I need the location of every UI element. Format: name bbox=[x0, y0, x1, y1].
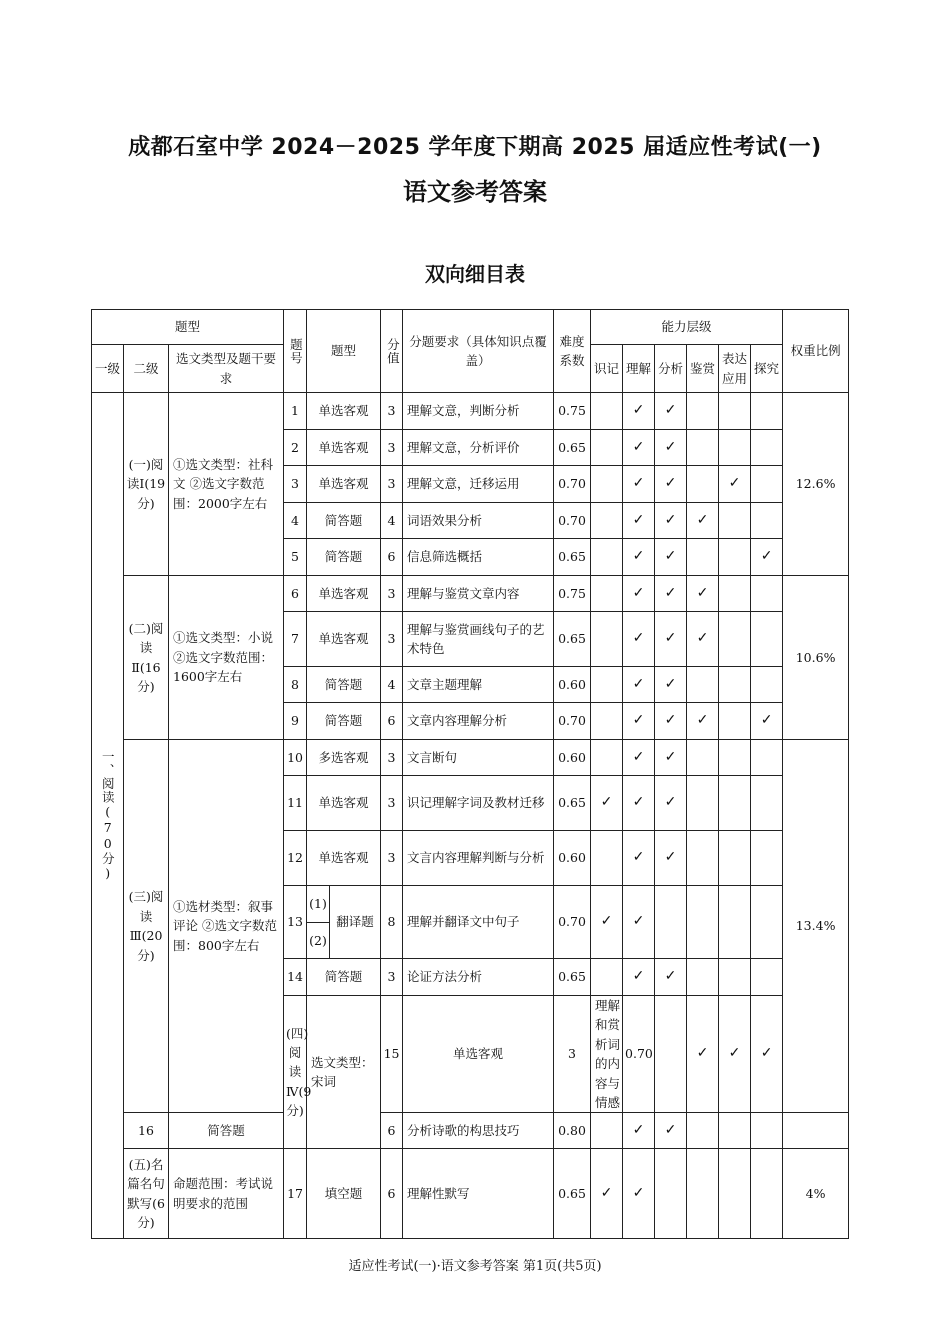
row-req: 理解文意，判断分析 bbox=[403, 393, 554, 430]
row-type: 填空题 bbox=[307, 1149, 381, 1239]
row-diff: 0.65 bbox=[554, 1149, 591, 1239]
page-footer: 适应性考试(一)·语文参考答案 第1页(共5页) bbox=[348, 1259, 602, 1274]
check-icon: ✓ bbox=[623, 1149, 655, 1239]
check-icon: ✓ bbox=[623, 831, 655, 886]
check-icon: ✓ bbox=[623, 740, 655, 776]
group-name: (五)名篇名句默写(6分) bbox=[124, 1149, 169, 1239]
group-req: ①选材类型：叙事评论 ②选文字数范围：800字左右 bbox=[169, 740, 284, 1113]
header-num: 题号 bbox=[284, 310, 307, 393]
check-icon: ✓ bbox=[751, 539, 783, 576]
table-row bbox=[92, 576, 849, 612]
check-icon: ✓ bbox=[623, 430, 655, 466]
header-qtype: 题型 bbox=[307, 310, 381, 393]
check-icon: ✓ bbox=[623, 393, 655, 430]
row-req: 词语效果分析 bbox=[403, 503, 554, 539]
row-num: 3 bbox=[284, 466, 307, 503]
table-row bbox=[92, 740, 849, 776]
check-icon: ✓ bbox=[623, 612, 655, 667]
check-icon: ✓ bbox=[655, 776, 687, 831]
group-weight: 4% bbox=[783, 1149, 849, 1239]
row-diff: 0.70 bbox=[554, 703, 591, 740]
row-num: 10 bbox=[284, 740, 307, 776]
row-type: 翻译题 bbox=[336, 914, 374, 930]
check-icon: ✓ bbox=[623, 466, 655, 503]
row-sub-2: (2) bbox=[307, 922, 329, 959]
row-score: 4 bbox=[381, 667, 403, 703]
row-num: 14 bbox=[284, 959, 307, 996]
row-req: 理解并翻译文中句子 bbox=[403, 886, 554, 959]
section-label: 一、阅读(70分) bbox=[92, 393, 124, 1239]
row-diff: 0.65 bbox=[554, 776, 591, 831]
group-name: (四)阅读Ⅳ(9分) bbox=[284, 996, 307, 1149]
row-diff: 0.65 bbox=[554, 959, 591, 996]
row-req: 文章主题理解 bbox=[403, 667, 554, 703]
header-weight: 权重比例 bbox=[783, 310, 849, 393]
row-type: 单选客观 bbox=[307, 831, 381, 886]
header-ability-4: 表达应用 bbox=[719, 345, 751, 393]
check-icon: ✓ bbox=[623, 667, 655, 703]
group-name: (二)阅读Ⅱ(16分) bbox=[124, 576, 169, 740]
row-req: 识记理解字词及教材迁移 bbox=[403, 776, 554, 831]
group-name: (三)阅读Ⅲ(20分) bbox=[124, 740, 169, 1113]
row-sub-1: (1) bbox=[309, 896, 327, 912]
row-type: 单选客观 bbox=[403, 996, 554, 1113]
row-type: 多选客观 bbox=[307, 740, 381, 776]
row-req: 理解与鉴赏文章内容 bbox=[403, 576, 554, 612]
check-icon: ✓ bbox=[623, 886, 655, 959]
table-row bbox=[92, 1113, 849, 1149]
row-type: 单选客观 bbox=[307, 576, 381, 612]
group-weight: 10.6% bbox=[783, 576, 849, 740]
group-name: (一)阅读Ⅰ(19分) bbox=[124, 393, 169, 576]
row-diff: 0.60 bbox=[554, 667, 591, 703]
row-num: 7 bbox=[284, 612, 307, 667]
check-icon: ✓ bbox=[591, 886, 623, 959]
row-score: 3 bbox=[381, 393, 403, 430]
row-type: 简答题 bbox=[307, 703, 381, 740]
spec-table bbox=[91, 309, 849, 1239]
check-icon: ✓ bbox=[655, 576, 687, 612]
check-icon: ✓ bbox=[591, 1149, 623, 1239]
row-diff: 0.70 bbox=[554, 466, 591, 503]
row-type: 简答题 bbox=[307, 539, 381, 576]
row-req: 理解性默写 bbox=[403, 1149, 554, 1239]
table-row bbox=[92, 1149, 849, 1239]
check-icon: ✓ bbox=[655, 466, 687, 503]
check-icon: ✓ bbox=[655, 539, 687, 576]
row-score: 3 bbox=[381, 576, 403, 612]
check-icon: ✓ bbox=[719, 466, 751, 503]
row-type: 单选客观 bbox=[307, 430, 381, 466]
row-num: 12 bbox=[284, 831, 307, 886]
row-num: 5 bbox=[284, 539, 307, 576]
check-icon: ✓ bbox=[655, 667, 687, 703]
table-title: 双向细目表 bbox=[425, 262, 525, 286]
header-score: 分值 bbox=[381, 310, 403, 393]
row-type: 简答题 bbox=[307, 503, 381, 539]
row-type: 简答题 bbox=[169, 1113, 284, 1149]
row-score: 3 bbox=[381, 959, 403, 996]
check-icon: ✓ bbox=[623, 1113, 655, 1149]
row-diff: 0.70 bbox=[623, 996, 655, 1113]
group-req: ①选文类型：小说 ②选文字数范围：1600字左右 bbox=[169, 576, 284, 740]
check-icon: ✓ bbox=[623, 576, 655, 612]
header-ability-0: 识记 bbox=[591, 345, 623, 393]
check-icon: ✓ bbox=[655, 831, 687, 886]
check-icon: ✓ bbox=[655, 703, 687, 740]
row-num: 4 bbox=[284, 503, 307, 539]
row-req: 理解和赏析词的内容与情感 bbox=[591, 996, 623, 1113]
row-req: 理解文意，迁移运用 bbox=[403, 466, 554, 503]
check-icon: ✓ bbox=[655, 430, 687, 466]
header-level2: 二级 bbox=[124, 345, 169, 393]
check-icon: ✓ bbox=[655, 959, 687, 996]
row-type: 单选客观 bbox=[307, 393, 381, 430]
group-req: 命题范围：考试说明要求的范围 bbox=[169, 1149, 284, 1239]
header-ability-1: 理解 bbox=[623, 345, 655, 393]
row-num: 11 bbox=[284, 776, 307, 831]
check-icon: ✓ bbox=[655, 393, 687, 430]
row-num: 1 bbox=[284, 393, 307, 430]
row-score: 6 bbox=[381, 1113, 403, 1149]
row-req: 分析诗歌的构思技巧 bbox=[403, 1113, 554, 1149]
check-icon: ✓ bbox=[751, 703, 783, 740]
row-diff: 0.75 bbox=[554, 576, 591, 612]
header-requirement: 分题要求（具体知识点覆盖） bbox=[403, 310, 554, 393]
row-num: 8 bbox=[284, 667, 307, 703]
row-type: 简答题 bbox=[307, 667, 381, 703]
header-passage-req: 选文类型及题干要求 bbox=[169, 345, 284, 393]
row-type: 简答题 bbox=[307, 959, 381, 996]
check-icon: ✓ bbox=[687, 996, 719, 1113]
row-score: 3 bbox=[381, 430, 403, 466]
row-score: 6 bbox=[381, 1149, 403, 1239]
header-ability-2: 分析 bbox=[655, 345, 687, 393]
row-diff: 0.70 bbox=[554, 503, 591, 539]
header-type-group: 题型 bbox=[92, 310, 284, 345]
row-num: 17 bbox=[284, 1149, 307, 1239]
row-diff: 0.65 bbox=[554, 612, 591, 667]
check-icon: ✓ bbox=[687, 576, 719, 612]
check-icon: ✓ bbox=[719, 996, 751, 1113]
row-req: 文言内容理解判断与分析 bbox=[403, 831, 554, 886]
row-diff: 0.60 bbox=[554, 831, 591, 886]
row-score: 3 bbox=[381, 831, 403, 886]
check-icon: ✓ bbox=[687, 612, 719, 667]
header-ability: 能力层级 bbox=[591, 310, 783, 345]
check-icon: ✓ bbox=[591, 776, 623, 831]
group-req: ①选文类型：社科文 ②选文字数范围：2000字左右 bbox=[169, 393, 284, 576]
row-score: 3 bbox=[381, 612, 403, 667]
row-diff: 0.65 bbox=[554, 539, 591, 576]
row-score: 6 bbox=[381, 539, 403, 576]
check-icon: ✓ bbox=[623, 776, 655, 831]
header-ability-3: 鉴赏 bbox=[687, 345, 719, 393]
row-diff: 0.80 bbox=[554, 1113, 591, 1149]
row-num: 9 bbox=[284, 703, 307, 740]
row-num: 6 bbox=[284, 576, 307, 612]
check-icon: ✓ bbox=[687, 503, 719, 539]
row-score: 4 bbox=[381, 503, 403, 539]
group-weight: 13.4% bbox=[783, 740, 849, 1113]
row-score: 3 bbox=[381, 776, 403, 831]
check-icon: ✓ bbox=[655, 740, 687, 776]
check-icon: ✓ bbox=[623, 539, 655, 576]
group-req: 选文类型：宋词 bbox=[307, 996, 381, 1149]
row-type: 单选客观 bbox=[307, 612, 381, 667]
row-req: 文章内容理解分析 bbox=[403, 703, 554, 740]
row-score: 8 bbox=[381, 886, 403, 959]
header-row-1 bbox=[92, 310, 849, 345]
header-level1: 一级 bbox=[92, 345, 124, 393]
check-icon: ✓ bbox=[751, 996, 783, 1113]
row-type: 单选客观 bbox=[307, 466, 381, 503]
header-ability-5: 探究 bbox=[751, 345, 783, 393]
row-num: 15 bbox=[381, 996, 403, 1113]
check-icon: ✓ bbox=[655, 503, 687, 539]
row-req: 理解与鉴赏画线句子的艺术特色 bbox=[403, 612, 554, 667]
row-req: 文言断句 bbox=[403, 740, 554, 776]
group-weight: 12.6% bbox=[783, 393, 849, 576]
check-icon: ✓ bbox=[623, 959, 655, 996]
table-row bbox=[92, 393, 849, 430]
row-score: 6 bbox=[381, 703, 403, 740]
check-icon: ✓ bbox=[655, 1113, 687, 1149]
check-icon: ✓ bbox=[623, 503, 655, 539]
row-num: 13 bbox=[284, 886, 307, 959]
header-difficulty: 难度系数 bbox=[554, 310, 591, 393]
check-icon: ✓ bbox=[655, 612, 687, 667]
row-req: 信息筛选概括 bbox=[403, 539, 554, 576]
row-type-split bbox=[307, 886, 381, 959]
row-diff: 0.70 bbox=[554, 886, 591, 959]
row-diff: 0.75 bbox=[554, 393, 591, 430]
row-score: 3 bbox=[381, 740, 403, 776]
row-num: 16 bbox=[124, 1113, 169, 1149]
row-diff: 0.65 bbox=[554, 430, 591, 466]
document-subtitle: 语文参考答案 bbox=[403, 178, 547, 206]
row-req: 论证方法分析 bbox=[403, 959, 554, 996]
row-type: 单选客观 bbox=[307, 776, 381, 831]
row-diff: 0.60 bbox=[554, 740, 591, 776]
row-score: 3 bbox=[554, 996, 591, 1113]
row-req: 理解文意，分析评价 bbox=[403, 430, 554, 466]
document-title: 成都石室中学 2024－2025 学年度下期高 2025 届适应性考试(一) bbox=[128, 135, 822, 160]
check-icon: ✓ bbox=[687, 703, 719, 740]
row-score: 3 bbox=[381, 466, 403, 503]
row-num: 2 bbox=[284, 430, 307, 466]
check-icon: ✓ bbox=[623, 703, 655, 740]
